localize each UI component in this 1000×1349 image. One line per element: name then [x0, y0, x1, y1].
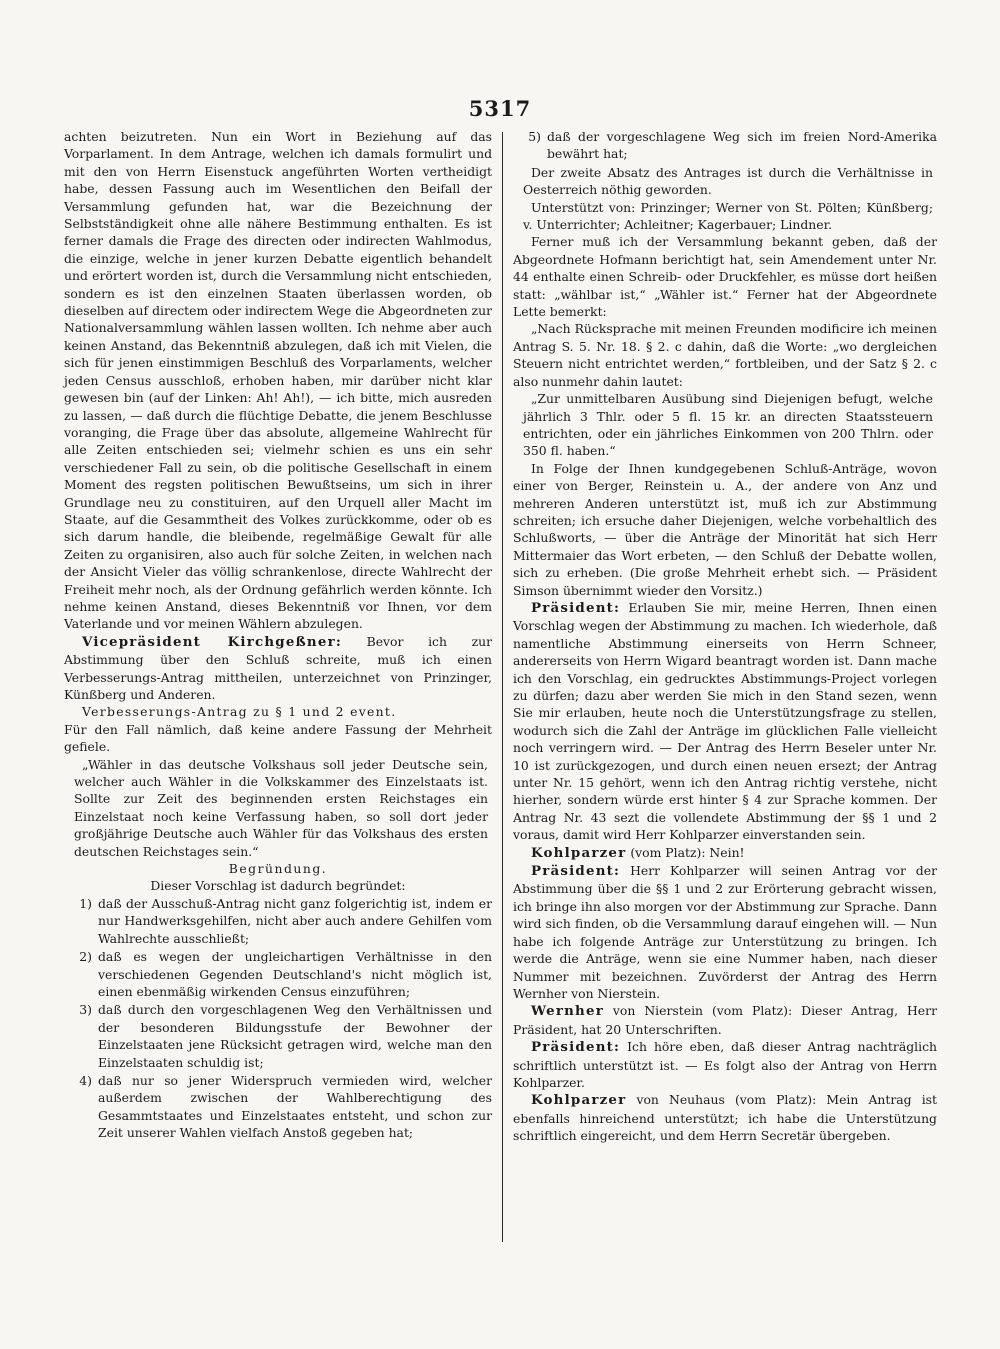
speech-president-3: Ich höre eben, daß dieser Antrag nachträglich schriftlich unterstützt ist. — Es folgt also der Antrag von Herrn Kohlparzer.	[513, 1039, 937, 1090]
page-number: 5317	[468, 96, 532, 121]
paragraph-second-absatz: Der zweite Absatz des Antrages ist durch die Verhältnisse in Oesterreich nöthig geworden.	[523, 164, 933, 198]
begruendung-heading: Begründung.	[228, 861, 328, 877]
left-column	[64, 128, 492, 1143]
paragraph-schlussantraege: In Folge der Ihnen kundgegebenen Schluß-Anträge, wovon einer von Berger, Reinstein u. A., der andere von Anz und mehreren Anderen unterstützt ist, muß ich zur Abstimmung schreiten; ich ersuche daher Diejenigen, welche vorbehaltlich des Schlußworts, — über die Anträge der Minorität hat sich Herr Mittermaier das Wort erbeten, — den Schluß der Debatte wollen, sich zu erheben. (Die große Mehrheit erhebt sich. — Präsident Simson übernimmt wieder den Vorsitz.)	[513, 460, 937, 598]
begruendung-intro: Dieser Vorschlag ist dadurch begründet:	[150, 878, 406, 894]
speaker-president: Präsident:	[531, 599, 621, 616]
paragraph-wernher	[513, 1002, 937, 1038]
speaker-kohlparzer: Kohlparzer	[531, 844, 627, 861]
list-item: 1) daß der Ausschuß-Antrag nicht ganz folgerichtig ist, indem er nur Handwerksgehilfen, nicht aber auch andere Gehilfen vom Wahlrechte ausschließt;	[79, 895, 492, 946]
speech-kohlparzer-2: von Neuhaus (vom Platz): Mein Antrag ist ebenfalls hinreichend unterstützt; ich habe die Unterstützung schriftlich eingereicht, und dem Herrn Secretär übergeben.	[513, 1092, 937, 1144]
list-item: 3) daß durch den vorgeschlagenen Weg den Verhältnissen und der besonderen Bildungsstufe der Bewohner der Einzelstaaten jene Rücksicht getragen wird, welche man den Einzelstaaten schuldig ist;	[79, 1002, 492, 1070]
list-item: 2) daß es wegen der ungleichartigen Verhältnisse in den verschiedenen Gegenden Deutschland's nicht möglich ist, einen ebenmäßig wirkenden Census einzuführen;	[79, 949, 492, 999]
paragraph-ferner: Ferner muß ich der Versammlung bekannt geben, daß der Abgeordnete Hofmann berichtigt hat, sein Amendement unter Nr. 44 enthalte einen Schreib- oder Druckfehler, es müsse dort heißen statt: „wählbar ist,“ „Wähler ist.“ Ferner hat der Abgeordnete Lette bemerkt:	[513, 234, 937, 320]
paragraph-vicepresident	[64, 633, 492, 704]
list-item: 4) daß nur so jener Widerspruch vermieden wird, welcher außerdem zwischen der Wahlberechtigung des Gesammtstaates und Einzelstaates entsteht, und schon zur Zeit unserer Wahlen vielfach Anstoß gegeben hat;	[79, 1072, 492, 1141]
list-item: 5) daß der vorgeschlagene Weg sich im freien Nord-Amerika bewährt hat;	[528, 129, 937, 162]
quote-lette: „Nach Rücksprache mit meinen Freunden modificire ich meinen Antrag S. 5. Nr. 18. § 2. c dahin, daß die Worte: „wo dergleichen Steuern nicht entrichtet werden,“ fortbleiben, und der Satz § 2. c also nunmehr dahin lautet:	[513, 321, 937, 389]
speech-president-1: Erlauben Sie mir, meine Herren, Ihnen einen Vorschlag wegen der Abstimmung zu machen. Ich wiederhole, daß namentliche Abstimmung einerseits von Herrn Schneer, andererseits von Herrn Wigard beantragt worden ist. Dann mache ich den Vorschlag, ein gedrucktes Abstimmungs-Project vorlegen zu dürfen; dazu aber werden Sie mich in den Stand sezen, wenn Sie mir erlauben, heute noch die Unterstützungsfrage zu stellen, wodurch sich die Zahl der Anträge im glücklichen Falle vielleicht noch verringern wird. — Der Antrag des Herrn Beseler unter Nr. 10 ist zurückgezogen, und durch einen neuen ersezt; der Antrag unter Nr. 15 gehört, wenn ich den Antrag richtig verstehe, nicht hierher, sondern würde erst hinter § 4 zur Sprache kommen. Der Antrag Nr. 43 sezt die vollendete Abstimmung der §§ 1 und 2 voraus, damit wird Herr Kohlparzer einverstanden sein.	[513, 599, 937, 843]
amendment-heading: Verbesserungs-Antrag zu § 1 und 2 event.	[82, 704, 397, 720]
paragraph-president-3	[513, 1038, 937, 1091]
paragraph-kohlparzer-1	[513, 844, 937, 862]
column-divider	[502, 132, 503, 1242]
amendment-quote: „Wähler in das deutsche Volkshaus soll jeder Deutsche sein, welcher auch Wähler in die Volkskammer des Einzelstaats ist. Sollte zur Zeit des beginnenden ersten Reichstages ein Einzelstaat noch keine Verfassung haben, so soll dort jeder großjährige Deutsche auch Wähler für das Volkshaus des ersten deutschen Reichstages sein.“	[74, 756, 488, 859]
amendment-intro: Für den Fall nämlich, daß keine andere Fassung der Mehrheit gefiele.	[64, 721, 492, 755]
speech-president-2: Herr Kohlparzer will seinen Antrag vor der Abstimmung über die §§ 1 und 2 zur Erörterung gebracht wissen, ich bringe ihn also morgen vor der Abstimmung zur Sprache. Dann wird sich finden, ob die Versammlung darauf eingehen will. — Nun habe ich folgende Anträge zur Unterstützung zu bringen. Ich werde die Anträge, wenn sie eine Nummer haben, nach dieser Nummer mit bezeichnen. Zuvörderst der Antrag des Herrn Wernher von Nierstein.	[513, 863, 937, 1001]
quote-ausuebung: „Zur unmittelbaren Ausübung sind Diejenigen befugt, welche jährlich 3 Thlr. oder 5 fl. 15 kr. an directen Staatssteuern entrichten, oder ein jährliches Einkommen von 200 Thlrn. oder 350 fl. haben.“	[523, 391, 933, 459]
paragraph-president-1	[513, 599, 937, 844]
speaker-president: Präsident:	[531, 863, 621, 880]
paragraph-vorparlament: achten beizutreten. Nun ein Wort in Beziehung auf das Vorparlament. In dem Antrage, welchen ich damals formulirt und mit den von Herrn Eisenstuck angeführten Worten vertheidigt habe, dessen Fassung auch im Wesentlichen den Beifall der Versammlung gefunden hat, war die Bezeichnung der Selbstständigkeit ohne alle nähere Bestimmung enthalten. Es ist ferner damals die Frage des directen oder indirecten Wahlmodus, die einzige, welche in jener kurzen Debatte eigentlich behandelt und erörtert worden ist, durch die Versammlung nicht entschieden, sondern es ist den einzelnen Staaten überlassen worden, ob dieselben auf directem oder indirectem Wege die Abgeordneten zur Nationalversammlung wählen lassen wollten. Ich nehme aber auch keinen Anstand, das Bekenntniß abzulegen, daß ich mit Vielen, die sich für jenen einstimmigen Beschluß des Vorparlaments, welcher jeden Census ausschloß, erhoben haben, mir darüber nicht klar gewesen bin (auf der Linken: Ah! Ah!), — ich bitte, mich ausreden zu lassen, — daß durch die flüchtige Debatte, die jenem Beschlusse voranging, die Frage über das absolute, allgemeine Wahlrecht für alle Zeiten entschieden sei; vielmehr schien es uns ein sehr verschiedener Fall zu sein, ob die politische Gesellschaft in einem Moment des regsten politischen Bewußtseins, um sich in ihrer Grundlage neu zu constituiren, auf den Urquell aller Macht im Staate, auf die Gesammtheit des Volkes zurückkomme, oder ob es sich darum handle, die bleibende, regelmäßige Gewalt für alle Zeiten zu organisiren, also auch für solche Zeiten, in welchen nach der Ansicht Vieler das völlig schrankenlose, directe Wahlrecht der Freiheit mehr noch, als der Ordnung gefährlich werden könnte. Ich nehme keinen Anstand, dieses Bekenntniß vor Ihnen, vor dem Vaterlande und vor meinen Wählern abzulegen.	[64, 129, 492, 632]
paragraph-president-2	[513, 862, 937, 1002]
speaker-president: Präsident:	[531, 1039, 621, 1056]
speaker-wernher: Wernher	[531, 1003, 604, 1020]
speaker-kohlparzer: Kohlparzer	[531, 1092, 627, 1109]
speech-wernher: von Nierstein (vom Platz): Dieser Antrag, Herr Präsident, hat 20 Unterschriften.	[513, 1003, 937, 1037]
speech-kohlparzer-1: (vom Platz): Nein!	[626, 844, 745, 860]
speech-vicepresident: Bevor ich zur Abstimmung über den Schluß schreite, muß ich einen Verbesserungs-Antrag mittheilen, unterzeichnet von Prinzinger, Künßberg und Anderen.	[64, 633, 493, 702]
right-column	[513, 128, 937, 1145]
paragraph-kohlparzer-2	[513, 1091, 937, 1144]
speaker-vicepresident: Vicepräsident Kirchgeßner:	[82, 633, 342, 650]
supporters-list: Unterstützt von: Prinzinger; Werner von St. Pölten; Künßberg; v. Unterrichter; Achleitner; Kagerbauer; Lindner.	[523, 199, 933, 233]
